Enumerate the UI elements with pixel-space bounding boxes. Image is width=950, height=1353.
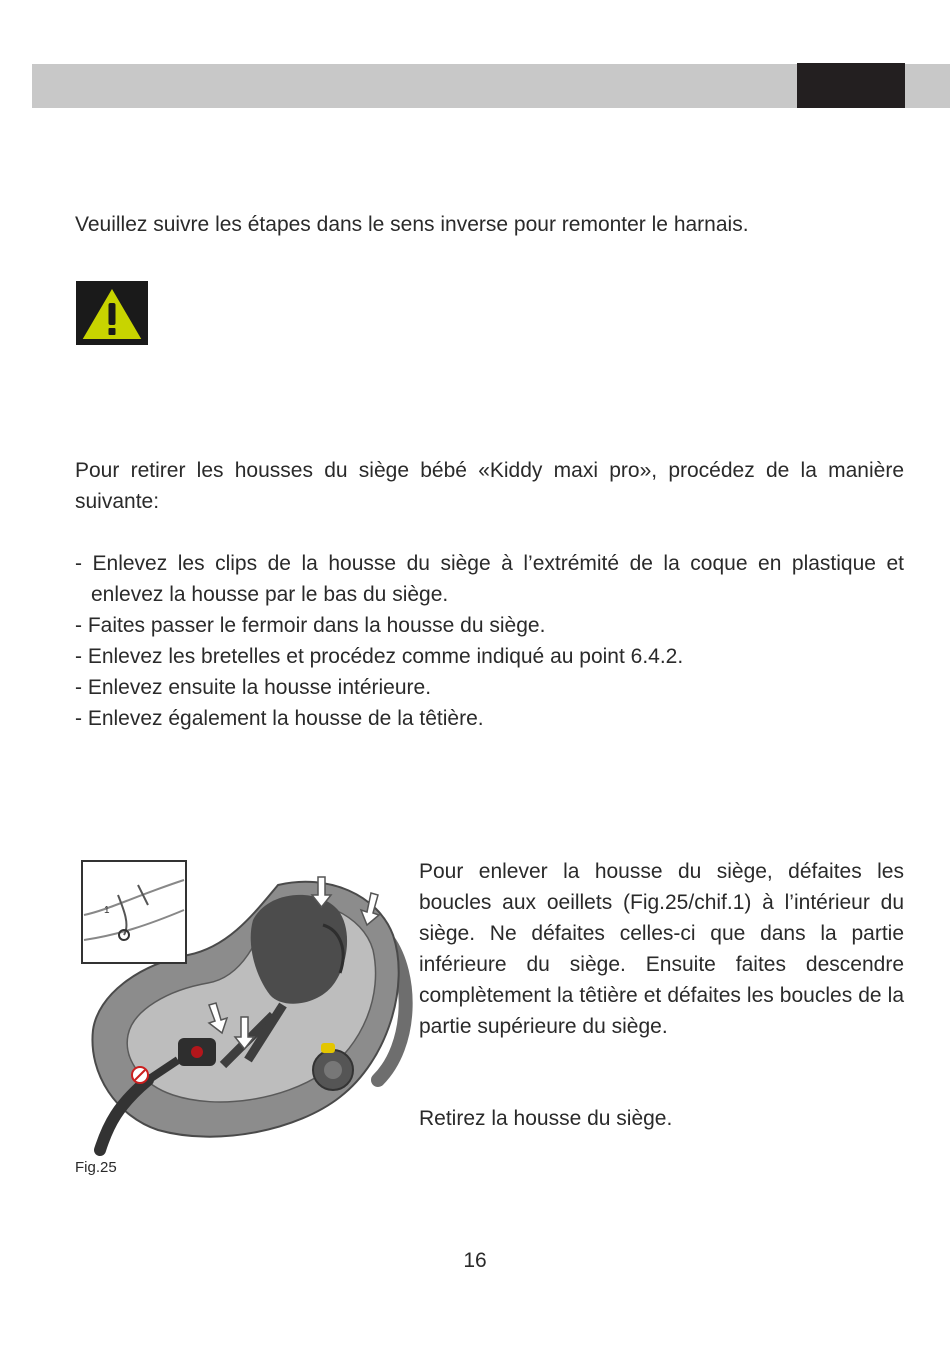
page-number: 16	[463, 1249, 487, 1272]
list-item: - Enlevez les clips de la housse du siège à l’extrémité de la coque en plastique et enlevez la housse par le bas du siège.	[75, 552, 904, 606]
header-tab	[797, 63, 905, 108]
figure-caption: Fig.25	[75, 1159, 117, 1176]
lead-paragraph: Pour retirer les housses du siège bébé «Kiddy maxi pro», procédez de la manière suivante:	[75, 459, 904, 513]
list-item: - Faites passer le fermoir dans la housse du siège.	[75, 614, 546, 637]
figure-instruction: Retirez la housse du siège.	[419, 1107, 673, 1130]
list-item: - Enlevez également la housse de la têtière.	[75, 707, 484, 730]
list-item: - Enlevez les bretelles et procédez comme indiqué au point 6.4.2.	[75, 645, 684, 668]
inset-detail	[82, 861, 186, 963]
steps-list	[75, 548, 904, 734]
warning-triangle-icon	[76, 281, 148, 345]
list-item: - Enlevez ensuite la housse intérieure.	[75, 676, 432, 699]
inset-label: 1	[104, 905, 110, 916]
baby-seat-illustration	[78, 855, 414, 1160]
intro-paragraph: Veuillez suivre les étapes dans le sens inverse pour remonter le harnais.	[75, 213, 749, 236]
figure-description: Pour enlever la housse du siège, défaites les boucles aux oeillets (Fig.25/chif.1) à l’intérieur du siège. Ne défaites celles-ci que dans la partie inférieure du siège. Ensuite faites descendre complètement la têtière et défaites les boucles de la partie supérieure du siège.	[419, 860, 904, 1038]
